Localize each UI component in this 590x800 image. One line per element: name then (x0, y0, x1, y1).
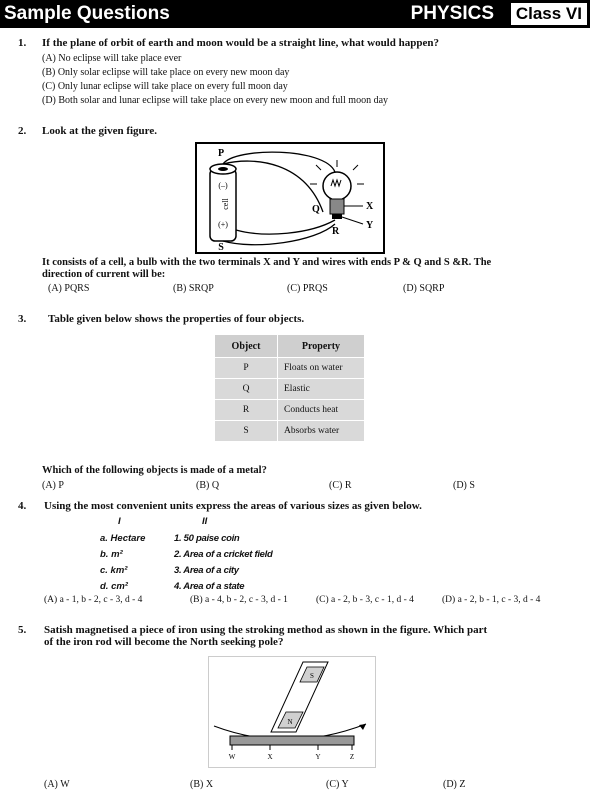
table-row (215, 400, 364, 420)
q5-option-c[interactable]: (C) Y (326, 779, 349, 790)
rod-label-z: Z (349, 753, 355, 761)
header-bar (0, 0, 590, 28)
q5-option-a[interactable]: (A) W (44, 779, 70, 790)
magnet-figure (208, 656, 376, 768)
q4-option-a[interactable]: (A) a - 1, b - 2, c - 3, d - 4 (44, 595, 143, 605)
table-cell: R (215, 400, 277, 420)
list-item: 4. Area of a state (174, 581, 245, 592)
list-item: 1. 50 paise coin (174, 533, 240, 544)
table-cell: Conducts heat (278, 400, 364, 420)
label-cell: cell (221, 198, 230, 210)
table-row (215, 421, 364, 441)
table-row (215, 379, 364, 399)
table-header-object: Object (215, 335, 277, 357)
q3-option-d[interactable]: (D) S (453, 480, 475, 491)
table-cell: Elastic (278, 379, 364, 399)
label-minus: (–) (218, 181, 228, 190)
q5-text-line1: Satish magnetised a piece of iron using the stroking method as shown in the figure. Which part (44, 624, 488, 636)
q1-option-d[interactable]: (D) Both solar and lunar eclipse will take place on every new moon and full moon day (42, 95, 389, 106)
q4-option-c[interactable]: (C) a - 2, b - 3, c - 1, d - 4 (316, 595, 414, 605)
q2-desc-line2: direction of current will be: (42, 269, 166, 280)
q5-text-line2: of the iron rod will become the North seeking pole? (44, 636, 284, 648)
rod-label-y: Y (315, 753, 321, 761)
q2-option-b[interactable]: (B) SRQP (173, 283, 214, 294)
q3-question: Which of the following objects is made of a metal? (42, 465, 267, 476)
list-item: a. Hectare (100, 533, 146, 544)
q4-option-d[interactable]: (D) a - 2, b - 1, c - 3, d - 4 (442, 595, 541, 605)
rod-label-x: X (267, 753, 273, 761)
table-row (215, 358, 364, 378)
properties-table (214, 334, 365, 442)
q4-col-heading-2: II (202, 516, 208, 527)
q4-left-column (100, 531, 145, 595)
table-cell: P (215, 358, 277, 378)
table-cell: Absorbs water (278, 421, 364, 441)
q1-text: If the plane of orbit of earth and moon would be a straight line, what would happen? (42, 37, 439, 49)
table-cell: S (215, 421, 277, 441)
q4-text: Using the most convenient units express the areas of various sizes as given below. (44, 500, 422, 512)
magnet-label-s: S (310, 672, 314, 680)
list-item: 3. Area of a city (174, 565, 239, 576)
label-plus: (+) (218, 220, 228, 229)
rod-label-w: W (228, 753, 236, 761)
q2-desc-line1: It consists of a cell, a bulb with the two terminals X and Y and wires with ends P & Q and S &R. The (42, 257, 492, 268)
q5-option-d[interactable]: (D) Z (443, 779, 466, 790)
header-class-badge: Class VI (511, 3, 587, 25)
circuit-figure (195, 142, 385, 254)
header-subject: PHYSICS (410, 3, 494, 24)
magnet-label-n: N (287, 718, 293, 726)
q3-text: Table given below shows the properties of four objects. (48, 313, 305, 325)
q4-option-b[interactable]: (B) a - 4, b - 2, c - 3, d - 1 (190, 595, 288, 605)
q2-option-a[interactable]: (A) PQRS (48, 283, 90, 294)
q2-number: 2. (18, 125, 27, 137)
q4-col-heading-1: I (118, 516, 121, 527)
list-item: c. km² (100, 565, 128, 576)
table-header-row (215, 335, 364, 357)
q4-number: 4. (18, 500, 27, 512)
list-item: d. cm² (100, 581, 128, 592)
q3-option-a[interactable]: (A) P (42, 480, 64, 491)
q3-option-c[interactable]: (C) R (329, 480, 352, 491)
label-q: Q (312, 204, 320, 215)
q3-option-b[interactable]: (B) Q (196, 480, 220, 491)
q1-option-a[interactable]: (A) No eclipse will take place ever (42, 53, 182, 64)
q2-text: Look at the given figure. (42, 125, 157, 137)
header-title: Sample Questions (4, 3, 170, 24)
list-item: 2. Area of a cricket field (174, 549, 273, 560)
label-p: P (217, 148, 225, 159)
q1-options (42, 52, 388, 108)
q3-number: 3. (18, 313, 27, 325)
label-s: S (218, 242, 224, 253)
list-item: b. m² (100, 549, 123, 560)
label-y: Y (366, 220, 374, 231)
q1-option-c[interactable]: (C) Only lunar eclipse will take place on every full moon day (42, 81, 288, 92)
q5-number: 5. (18, 624, 27, 636)
q2-option-d[interactable]: (D) SQRP (403, 283, 445, 294)
table-header-property: Property (278, 335, 364, 357)
q5-option-b[interactable]: (B) X (190, 779, 214, 790)
table-cell: Q (215, 379, 277, 399)
q4-right-column (174, 531, 273, 595)
label-x: X (366, 201, 374, 212)
q2-option-c[interactable]: (C) PRQS (287, 283, 328, 294)
table-cell: Floats on water (278, 358, 364, 378)
q1-number: 1. (18, 37, 27, 49)
label-r: R (332, 226, 340, 237)
q1-option-b[interactable]: (B) Only solar eclipse will take place on every new moon day (42, 67, 290, 78)
